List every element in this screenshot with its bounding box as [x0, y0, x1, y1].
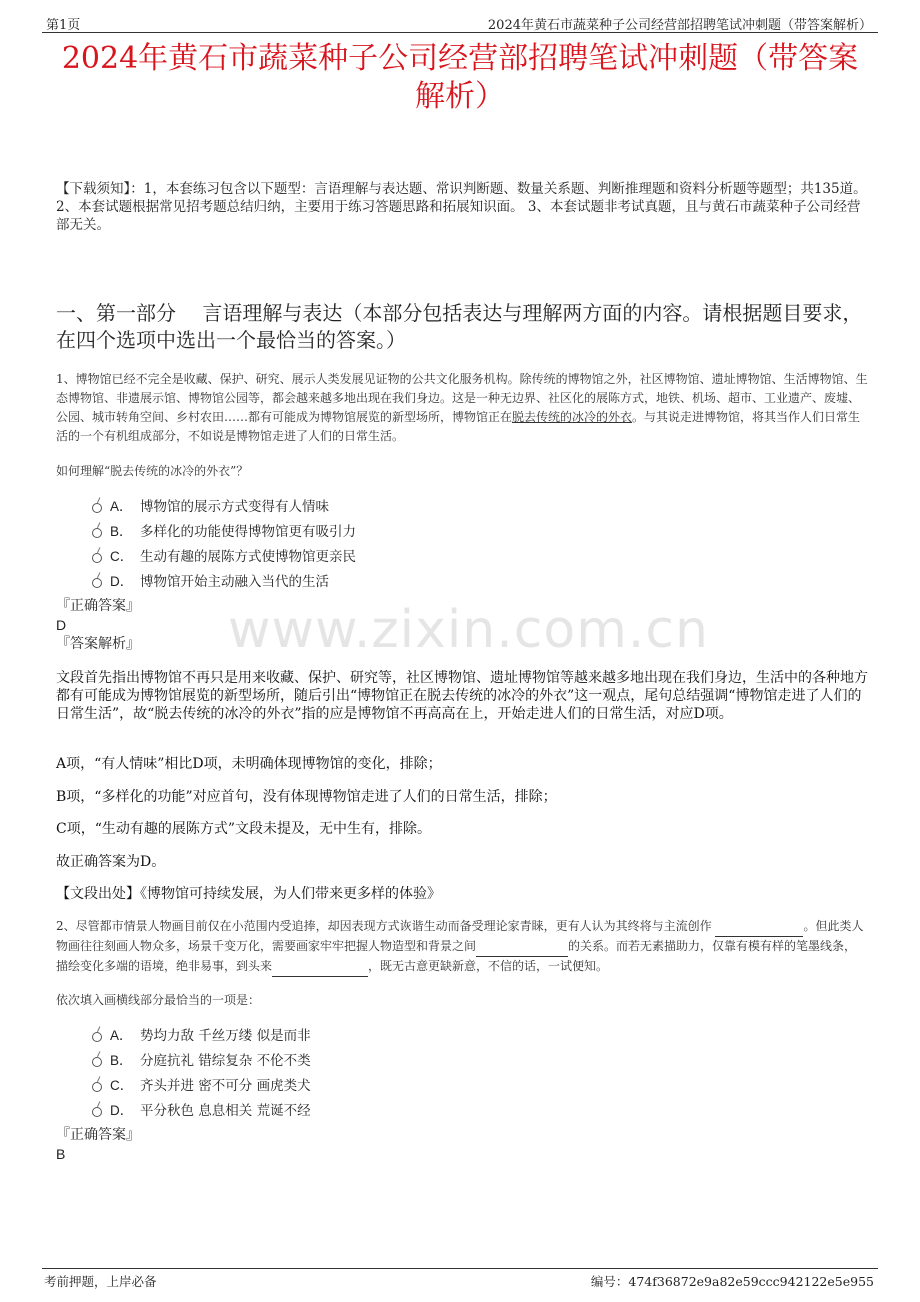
- correct-answer: D: [56, 617, 67, 633]
- option-letter: B．: [110, 523, 133, 539]
- option-text: 齐头并进 密不可分 画虎类犬: [140, 1077, 311, 1094]
- answer-label: 『正确答案』: [56, 1127, 140, 1143]
- page-footer: [42, 1268, 878, 1291]
- question-1-option-c[interactable]: [92, 542, 356, 567]
- radio-icon[interactable]: [92, 1032, 102, 1042]
- question-1-analysis: 文段首先指出博物馆不再只是用来收藏、保护、研究等，社区博物馆、遗址博物馆等越来越多地出现在我们身边，生活中的各种地方都有可能成为博物馆展览的新型场所，随后引出“博物馆正在脱去传统的冰冷的外衣”这一观点，尾句总结强调“博物馆走进了人们的日常生活”，故“脱去传统的冰冷的外衣”指的应是博物馆不再高高在上，开始走进人们的日常生活，对应D项。: [56, 670, 868, 722]
- radio-icon[interactable]: [92, 1057, 102, 1067]
- radio-icon[interactable]: [92, 553, 102, 563]
- header-doc-title: 2024年黄石市蔬菜种子公司经营部招聘笔试冲刺题（带答案解析）: [487, 18, 872, 33]
- question-1-answer-block: [56, 597, 140, 654]
- fill-blank-2[interactable]: [476, 937, 568, 957]
- question-1-text-after: 。与其说走进博物馆，将其当作人们日常生活的一个有机组成部分，不如说是博物馆走进了人们的日常生活。: [56, 410, 861, 443]
- option-letter: A．: [110, 498, 133, 514]
- download-notice: 【下载须知】：1，本套练习包含以下题型：言语理解与表达题、常识判断题、数量关系题、判断推理题和资料分析题等题型；共135道。 2、本套试题根据常见招考题总结归纳，主要用于练习答题思路和拓展知识面。 3、本套试题非考试真题，且与黄石市蔬菜种子公司经营部无关。: [56, 181, 867, 233]
- option-letter: D．: [110, 1102, 134, 1118]
- option-text: 博物馆开始主动融入当代的生活: [140, 573, 329, 590]
- question-1-options: [92, 492, 356, 592]
- watermark: www.zixin.com.cn: [228, 600, 709, 660]
- option-letter: D．: [110, 573, 134, 589]
- question-1-option-a[interactable]: [92, 492, 356, 517]
- question-2-text-part3: 的关系。而若无素描助力，仅靠有模有样的笔墨线条，描绘变化多端的语境，绝非易事，到头来: [56, 939, 857, 973]
- question-1-text-before: 1、博物馆已经不完全是收藏、保护、研究、展示人类发展见证物的公共文化服务机构。除传统的博物馆之外，社区博物馆、遗址博物馆、生活博物馆、生态博物馆、非遗展示馆、博物馆公园等，都会越来越多地出现在我们身边。这是一种无边界、社区化的展陈方式，地铁、机场、超市、工业遗产、废墟、公园、城市转角空间、乡村农田……都有可能成为博物馆展览的新型场所，博物馆正在: [56, 372, 868, 424]
- radio-icon[interactable]: [92, 578, 102, 588]
- radio-icon[interactable]: [92, 528, 102, 538]
- radio-icon[interactable]: [92, 1107, 102, 1117]
- option-letter: A．: [110, 1027, 133, 1043]
- option-text: 生动有趣的展陈方式使博物馆更亲民: [140, 548, 356, 565]
- analysis-label: 『答案解析』: [56, 636, 140, 652]
- option-letter: C．: [110, 548, 134, 564]
- fill-blank-3[interactable]: [272, 957, 368, 977]
- question-2-option-a[interactable]: [92, 1021, 311, 1046]
- question-1-conclusion: 故正确答案为D。: [56, 854, 166, 870]
- option-text: 势均力敌 千丝万缕 似是而非: [140, 1027, 311, 1044]
- question-2-option-b[interactable]: [92, 1046, 311, 1071]
- option-letter: B．: [110, 1052, 133, 1068]
- question-2-prompt: 依次填入画横线部分最恰当的一项是：: [56, 993, 261, 1007]
- question-2-text: [56, 917, 868, 977]
- radio-icon[interactable]: [92, 503, 102, 513]
- question-2-option-c[interactable]: [92, 1071, 311, 1096]
- option-text: 多样化的功能使得博物馆更有吸引力: [140, 523, 356, 540]
- question-1-underlined-phrase: 脱去传统的冰冷的外衣: [512, 410, 633, 424]
- fill-blank-1[interactable]: [715, 917, 803, 937]
- page-header: [42, 12, 878, 33]
- question-1-prompt: 如何理解“脱去传统的冰冷的外衣”？: [56, 464, 249, 478]
- document-title: 2024年黄石市蔬菜种子公司经营部招聘笔试冲刺题（带答案解析）: [61, 41, 859, 114]
- question-1-source: 【文段出处】《博物馆可持续发展，为人们带来更多样的体验》: [56, 886, 441, 902]
- question-1-text: [56, 370, 868, 446]
- footer-slogan: 考前押题，上岸必备: [44, 1274, 157, 1289]
- question-1-note-a: A项，“有人情味”相比D项，未明确体现博物馆的变化，排除；: [56, 756, 442, 772]
- correct-answer: B: [56, 1146, 66, 1162]
- question-1-option-b[interactable]: [92, 517, 356, 542]
- question-2-options: [92, 1021, 311, 1121]
- section-title: 一、第一部分 言语理解与表达（本部分包括表达与理解两方面的内容。请根据题目要求，在四个选项中选出一个最恰当的答案。）: [56, 301, 863, 352]
- question-2-text-part4: ，既无古意更缺新意，不信的话，一试便知。: [368, 959, 609, 973]
- footer-doc-id: 编号：474f36872e9a82e59ccc942122e5e955: [590, 1274, 874, 1289]
- answer-label: 『正确答案』: [56, 598, 140, 614]
- question-1-option-d[interactable]: [92, 567, 356, 592]
- option-text: 平分秋色 息息相关 荒诞不经: [140, 1102, 311, 1119]
- question-1-note-b: B项，“多样化的功能”对应首句，没有体现博物馆走进了人们的日常生活，排除；: [56, 789, 557, 805]
- question-2-text-part2: 。但此类人物画往往刻画人物众多，场景千变万化，需要画家牢牢把握人物造型和背景之间: [56, 919, 864, 953]
- option-text: 分庭抗礼 错综复杂 不伦不类: [140, 1052, 311, 1069]
- question-1-note-c: C项，“生动有趣的展陈方式”文段未提及，无中生有，排除。: [56, 821, 432, 837]
- question-2-text-part1: 2、尽管都市情景人物画目前仅在小范围内受追捧，却因表现方式诙谐生动而备受理论家青睐，更有人认为其终将与主流创作: [56, 919, 712, 933]
- radio-icon[interactable]: [92, 1082, 102, 1092]
- page-number: 第1页: [46, 18, 81, 33]
- option-letter: C．: [110, 1077, 134, 1093]
- option-text: 博物馆的展示方式变得有人情味: [140, 498, 329, 515]
- question-2-answer-block: [56, 1126, 140, 1164]
- question-2-option-d[interactable]: [92, 1096, 311, 1121]
